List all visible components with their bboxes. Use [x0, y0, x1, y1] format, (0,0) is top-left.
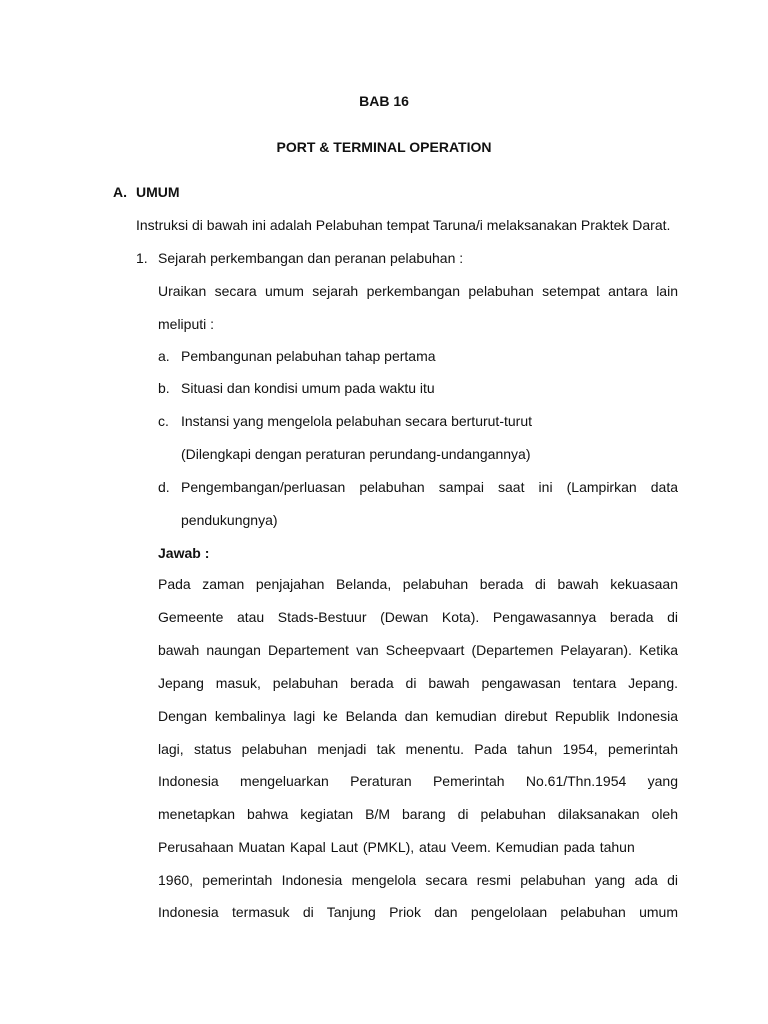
section-marker: A.: [113, 184, 127, 200]
answer-line: Indonesia mengeluarkan Peraturan Pemerintah No.61/Thn.1954 yang: [158, 773, 678, 789]
answer-line: Dengan kembalinya lagi ke Belanda dan kemudian direbut Republik Indonesia: [158, 708, 678, 724]
subitem-marker: d.: [158, 479, 170, 495]
page-title: PORT & TERMINAL OPERATION: [276, 139, 492, 155]
item-1-description-line: meliputi :: [158, 316, 215, 332]
item-1-marker: 1.: [136, 250, 148, 266]
answer-line: lagi, status pelabuhan menjadi tak menentu. Pada tahun 1954, pemerintah: [158, 741, 678, 757]
answer-line: Pada zaman penjajahan Belanda, pelabuhan berada di bawah kekuasaan: [158, 576, 678, 592]
subitem-text: pendukungnya): [181, 512, 278, 528]
answer-label: Jawab :: [158, 545, 210, 561]
section-heading: UMUM: [136, 184, 180, 200]
subitem-marker: a.: [158, 348, 170, 364]
subitem-text: Pembangunan pelabuhan tahap pertama: [181, 348, 436, 364]
subitem-text: (Dilengkapi dengan peraturan perundang-undangannya): [181, 446, 531, 462]
subitem-text: Pengembangan/perluasan pelabuhan sampai saat ini (Lampirkan data: [181, 479, 678, 495]
answer-line: Perusahaan Muatan Kapal Laut (PMKL), atau Veem. Kemudian pada tahun: [158, 839, 635, 855]
item-1-description-line: Uraikan secara umum sejarah perkembangan pelabuhan setempat antara lain: [158, 283, 678, 299]
subitem-text: Situasi dan kondisi umum pada waktu itu: [181, 380, 435, 396]
subitem-marker: c.: [158, 413, 169, 429]
answer-line: 1960, pemerintah Indonesia mengelola secara resmi pelabuhan yang ada di: [158, 872, 678, 888]
subitem-text: Instansi yang mengelola pelabuhan secara berturut-turut: [181, 413, 532, 429]
answer-line: Indonesia termasuk di Tanjung Priok dan pengelolaan pelabuhan umum: [158, 904, 678, 920]
answer-line: Gemeente atau Stads-Bestuur (Dewan Kota). Pengawasannya berada di: [158, 609, 678, 625]
chapter-heading: BAB 16: [359, 93, 409, 109]
subitem-marker: b.: [158, 380, 170, 396]
answer-line: bawah naungan Departement van Scheepvaart (Departemen Pelayaran). Ketika: [158, 642, 678, 658]
intro-paragraph: Instruksi di bawah ini adalah Pelabuhan tempat Taruna/i melaksanakan Praktek Darat.: [136, 217, 671, 233]
item-1-label: Sejarah perkembangan dan peranan pelabuhan :: [158, 250, 464, 266]
answer-line: Jepang masuk, pelabuhan berada di bawah pengawasan tentara Jepang.: [158, 675, 678, 691]
answer-line: menetapkan bahwa kegiatan B/M barang di pelabuhan dilaksanakan oleh: [158, 806, 678, 822]
